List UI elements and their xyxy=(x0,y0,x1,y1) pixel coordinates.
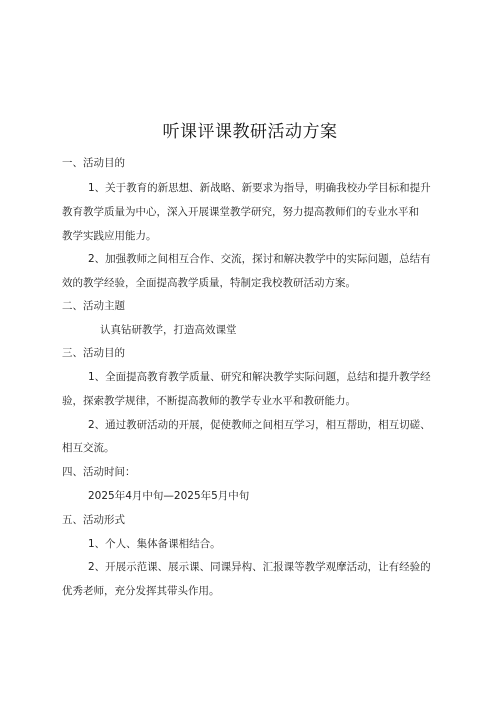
section-heading: 二、活动主题 xyxy=(62,300,125,312)
document-title: 听课评课教研活动方案 xyxy=(162,122,338,142)
paragraph-line: 2、通过教研活动的开展，促使教师之间相互学习，相互帮助，相互切磋、 xyxy=(88,419,431,431)
paragraph-line: 1、个人、集体备课相结合。 xyxy=(88,538,221,550)
paragraph-line: 1、关于教育的新思想、新战略、新要求为指导，明确我校办学目标和提升 xyxy=(88,182,431,194)
paragraph-line: 相互交流。 xyxy=(62,442,115,454)
paragraph-line: 优秀老师，充分发挥其带头作用。 xyxy=(62,585,220,597)
paragraph-line: 效的教学经验，全面提高教学质量，特制定我校教研活动方案。 xyxy=(62,277,356,289)
section-heading: 五、活动形式 xyxy=(62,514,125,526)
paragraph-line: 2025年4月中旬—2025年5月中旬 xyxy=(88,490,250,502)
paragraph-line: 认真钻研教学，打造高效课堂 xyxy=(100,324,237,336)
paragraph-line: 2、开展示范课、展示课、同课异构、汇报课等教学观摩活动，让有经验的 xyxy=(88,561,431,573)
section-heading: 三、活动目的 xyxy=(62,347,125,359)
paragraph-line: 2、加强教师之间相互合作、交流，探讨和解决教学中的实际问题，总结有 xyxy=(88,253,431,265)
section-heading: 一、活动目的 xyxy=(62,157,125,169)
section-heading: 四、活动时间： xyxy=(62,466,136,478)
paragraph-line: 教育教学质量为中心，深入开展课堂教学研究，努力提高教师们的专业水平和 xyxy=(62,206,419,218)
paragraph-line: 1、全面提高教育教学质量、研究和解决教学实际问题，总结和提升教学经 xyxy=(88,371,431,383)
paragraph-line: 验，探索教学规律，不断提高教师的教学专业水平和教研能力。 xyxy=(62,395,356,407)
paragraph-line: 教学实践应用能力。 xyxy=(62,230,157,242)
